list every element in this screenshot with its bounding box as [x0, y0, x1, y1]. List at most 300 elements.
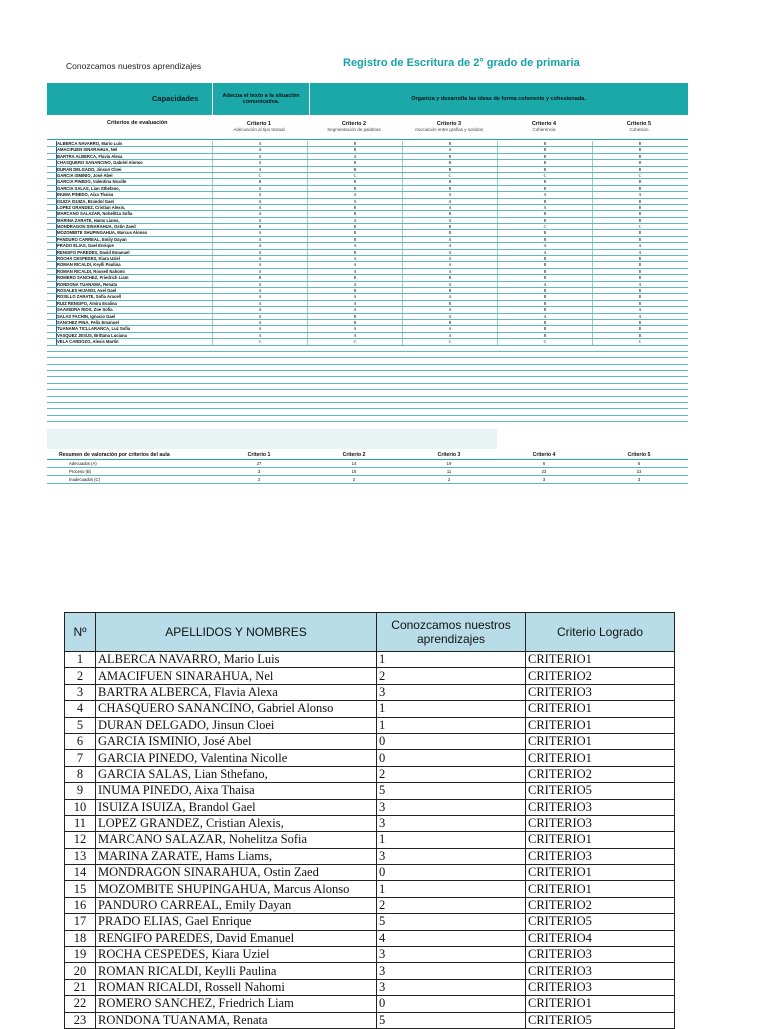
summary-value: 19 [446, 461, 452, 466]
student-name: RENGIFO PAREDES, David Emanuel [96, 930, 377, 946]
grade-cell: A [307, 282, 402, 287]
row-number: 12 [65, 832, 96, 848]
table-row [65, 881, 675, 897]
grade-cell: B [307, 224, 402, 229]
grade-cell: A [212, 147, 307, 152]
student-name: MOZOMBITE SHUPINGAHUA, Marcus Alonso [96, 881, 377, 897]
capacities-label: Capacidades [152, 94, 199, 103]
grade-cell: B [307, 147, 402, 152]
row-number: 5 [65, 717, 96, 733]
summary-header: Criterio 2 [342, 452, 366, 458]
grade-cell: C [212, 339, 307, 344]
grade-cell: A [402, 326, 497, 331]
student-name: MARINA ZARATE, Hams Liams, [56, 218, 213, 223]
grade-cell: B [497, 147, 592, 152]
grade-cell: B [402, 186, 497, 191]
student-name: GARCIA SALAS, Lian Sthefano, [96, 766, 377, 782]
summary-value: 2 [257, 477, 261, 482]
sheet-caption: Conozcamos nuestros aprendizajes [66, 61, 202, 71]
criterion-cell: CRITERIO3 [526, 815, 675, 831]
grade-cell: C [497, 173, 592, 178]
criterion-header: Criterio Logrado [526, 613, 675, 652]
grade-cell: A [307, 243, 402, 248]
grade-cell: A [402, 294, 497, 299]
student-name: CHASQUERO SANANCINO, Gabriel Alonso [56, 160, 213, 165]
score-cell: 5 [377, 914, 526, 930]
grade-cell: B [402, 301, 497, 306]
summary-value: 3 [637, 477, 641, 482]
grade-cell: B [402, 320, 497, 325]
score-cell: 0 [377, 996, 526, 1012]
grade-cell: B [592, 301, 687, 306]
grade-cell: B [402, 154, 497, 159]
grade-cell: A [307, 301, 402, 306]
grade-cell: A [592, 250, 687, 255]
grade-cell: A [402, 314, 497, 319]
row-number: 2 [65, 668, 96, 684]
summary-title: Resumen de valoración por criterios del aula [59, 452, 170, 458]
table-row [65, 848, 675, 864]
grade-cell: A [307, 326, 402, 331]
grade-cell: B [592, 154, 687, 159]
summary-header: Criterio 5 [627, 452, 651, 458]
summary-value: 6 [542, 461, 546, 466]
grade-cell: A [212, 333, 307, 338]
grade-cell: A [212, 301, 307, 306]
student-name: PANDURO CARREAL, Emily Dayan [96, 897, 377, 913]
student-name: SANCHEZ PINA, Felix Emanuel [56, 320, 213, 325]
grade-cell: A [307, 256, 402, 261]
grade-cell: B [592, 275, 687, 280]
grade-cell: B [402, 179, 497, 184]
student-name: SAAVEDRA RIOS, Zoe Sofia [56, 307, 213, 312]
score-cell: 1 [377, 717, 526, 733]
row-number: 9 [65, 783, 96, 799]
grade-cell: B [592, 294, 687, 299]
table-row [65, 979, 675, 995]
student-name: DURAN DELGADO, Jinsun Cloei [56, 167, 213, 172]
student-name: VASQUEZ JESUS, Brittana Luciana [56, 333, 213, 338]
student-name: GARCIA PINEDO, Valentina Nicolle [96, 750, 377, 766]
row-number: 16 [65, 897, 96, 913]
score-cell: 3 [377, 684, 526, 700]
grade-cell: B [307, 320, 402, 325]
grade-cell: A [212, 167, 307, 172]
score-cell: 3 [377, 963, 526, 979]
student-name: VELA CARDOZO, Alexis Martin [56, 339, 213, 344]
criterion-title: Criterio 1 [246, 121, 272, 127]
criterion-cell: CRITERIO5 [526, 914, 675, 930]
grade-cell: B [592, 288, 687, 293]
grade-cell: A [402, 250, 497, 255]
row-number: 8 [65, 766, 96, 782]
score-cell: 3 [377, 947, 526, 963]
grade-cell: B [212, 179, 307, 184]
grade-cell: B [307, 167, 402, 172]
grade-cell: B [307, 205, 402, 210]
criterion-desc: Segmentación de palabras [327, 127, 381, 132]
summary-value: 27 [256, 461, 262, 466]
grade-cell: B [592, 141, 687, 146]
grade-cell: A [402, 282, 497, 287]
criterion-title: Criterio 4 [531, 121, 557, 127]
grade-cell: A [497, 243, 592, 248]
table-row [65, 652, 675, 668]
student-name: LOPEZ GRANDEZ, Cristian Alexis, [56, 205, 213, 210]
table-row [65, 914, 675, 930]
row-number: 11 [65, 815, 96, 831]
grade-cell: A [212, 154, 307, 159]
grade-cell: A [402, 237, 497, 242]
grade-cell: B [592, 160, 687, 165]
grade-cell: A [402, 269, 497, 274]
grade-cell: A [402, 199, 497, 204]
score-cell: 2 [377, 897, 526, 913]
grade-cell: B [497, 333, 592, 338]
register-row [47, 416, 688, 422]
grade-cell: C [592, 339, 687, 344]
grade-cell: A [212, 288, 307, 293]
grade-cell: A [402, 243, 497, 248]
summary-row [47, 468, 688, 476]
table-row [65, 947, 675, 963]
criterion-cell: CRITERIO2 [526, 766, 675, 782]
criterion-cell: CRITERIO1 [526, 865, 675, 881]
grade-cell: B [592, 147, 687, 152]
criterion-column-1 [212, 121, 306, 132]
grade-cell: B [592, 218, 687, 223]
grade-cell: B [497, 199, 592, 204]
grade-cell: A [212, 243, 307, 248]
grade-cell: A [307, 218, 402, 223]
grade-cell: A [307, 192, 402, 197]
summary-value: 16 [351, 469, 357, 474]
student-name: PRADO ELIAS, Gael Enrique [56, 243, 213, 248]
student-name: MONDRAGON SINARAHUA, Ostin Zaed [56, 224, 213, 229]
student-name: MONDRAGON SINARAHUA, Ostin Zaed [96, 865, 377, 881]
criterion-cell: CRITERIO3 [526, 848, 675, 864]
criterion-cell: CRITERIO1 [526, 652, 675, 668]
criterion-cell: CRITERIO1 [526, 881, 675, 897]
summary-value: 2 [352, 477, 356, 482]
grade-cell: A [212, 205, 307, 210]
grade-cell: A [212, 237, 307, 242]
grade-cell: A [212, 211, 307, 216]
student-name: ROSALES HIJANSI, Axel Gael [56, 288, 213, 293]
grade-cell: A [212, 262, 307, 267]
criterion-title: Criterio 3 [436, 121, 462, 127]
grade-cell: B [307, 250, 402, 255]
student-name: PANDURO CARREAL, Emily Dayan [56, 237, 213, 242]
summary-value: 6 [637, 461, 641, 466]
grade-cell: B [497, 160, 592, 165]
grade-cell: B [592, 230, 687, 235]
row-number: 20 [65, 963, 96, 979]
grade-cell: A [592, 192, 687, 197]
grade-cell: C [592, 224, 687, 229]
score-cell: 3 [377, 979, 526, 995]
grade-cell: B [307, 179, 402, 184]
summary-label: Inadecuados (C) [69, 477, 100, 482]
criterion-cell: CRITERIO1 [526, 750, 675, 766]
grade-cell: B [592, 237, 687, 242]
grade-cell: B [497, 237, 592, 242]
grade-cell: A [592, 314, 687, 319]
criterion-cell: CRITERIO1 [526, 996, 675, 1012]
criterion-cell: CRITERIO2 [526, 668, 675, 684]
grade-cell: A [212, 326, 307, 331]
grade-cell: B [307, 141, 402, 146]
criterion-cell: CRITERIO1 [526, 701, 675, 717]
student-name: PRADO ELIAS, Gael Enrique [96, 914, 377, 930]
table-row [65, 832, 675, 848]
score-cell: 1 [377, 881, 526, 897]
student-name: RONDONA TUANAMA, Renata [56, 282, 213, 287]
grade-cell: B [402, 167, 497, 172]
table-row [65, 717, 675, 733]
student-name: ROMAN RICALDI, Keylli Paulina [96, 963, 377, 979]
table-row [65, 733, 675, 749]
summary-value: 23 [636, 469, 642, 474]
summary-value: 2 [447, 477, 451, 482]
grade-cell: B [402, 230, 497, 235]
grade-cell: B [497, 186, 592, 191]
row-number: 18 [65, 930, 96, 946]
criterion-column-4 [497, 121, 591, 132]
grade-cell: A [212, 314, 307, 319]
grade-cell: B [497, 307, 592, 312]
student-name: ISUIZA ISUIZA, Brandol Gael [56, 199, 213, 204]
score-cell: 0 [377, 733, 526, 749]
table-row [65, 750, 675, 766]
row-number: 6 [65, 733, 96, 749]
grade-cell: B [402, 224, 497, 229]
criterion-title: Criterio 5 [626, 121, 652, 127]
criterion-cell: CRITERIO2 [526, 897, 675, 913]
student-name: LOPEZ GRANDEZ, Cristian Alexis, [96, 815, 377, 831]
table-row [65, 1012, 675, 1028]
criterion-cell: CRITERIO3 [526, 947, 675, 963]
grade-cell: C [592, 173, 687, 178]
grade-cell: B [592, 211, 687, 216]
grade-cell: B [402, 160, 497, 165]
row-number: 15 [65, 881, 96, 897]
grade-cell: C [402, 339, 497, 344]
grade-cell: A [212, 160, 307, 165]
grade-cell: B [497, 269, 592, 274]
register-rows [47, 141, 688, 422]
student-name: BARTRA ALBERCA, Flavia Alexa [56, 154, 213, 159]
criterion-cell: CRITERIO3 [526, 799, 675, 815]
capacity-1: Adecúa el texto a la situación comunicativa. [212, 83, 310, 115]
grade-cell: A [497, 192, 592, 197]
grade-cell: C [212, 173, 307, 178]
score-cell: 1 [377, 652, 526, 668]
grade-cell: B [497, 256, 592, 261]
grade-cell: A [592, 307, 687, 312]
table-row [65, 963, 675, 979]
grade-cell: B [307, 160, 402, 165]
row-number: 7 [65, 750, 96, 766]
grade-cell: B [497, 262, 592, 267]
row-number: 14 [65, 865, 96, 881]
criterion-title: Criterio 2 [341, 121, 367, 127]
grade-cell: B [307, 275, 402, 280]
summary-value: 3 [257, 469, 261, 474]
grade-cell: A [307, 307, 402, 312]
student-name: INUMA PINEDO, Aixa Thaisa [56, 192, 213, 197]
grade-cell: A [212, 282, 307, 287]
criterion-desc: Asociación entre grafías y sonidos [414, 127, 484, 132]
student-name: BARTRA ALBERCA, Flavia Alexa [96, 684, 377, 700]
grade-cell: A [212, 199, 307, 204]
student-name: ISUIZA ISUIZA, Brandol Gael [96, 799, 377, 815]
criterion-column-2 [307, 121, 401, 132]
summary-band [47, 429, 497, 449]
grade-cell: B [592, 256, 687, 261]
student-name: MARINA ZARATE, Hams Liams, [96, 848, 377, 864]
grade-cell: A [402, 262, 497, 267]
table-row [65, 783, 675, 799]
student-name: ALBERCA NAVARRO, Mario Luis [56, 141, 213, 146]
table-row [65, 897, 675, 913]
student-name: MOZOMBITE SHUPINGAHUA, Marcus Alonso [56, 230, 213, 235]
score-cell: 0 [377, 750, 526, 766]
grade-cell: A [402, 205, 497, 210]
table-row [65, 799, 675, 815]
grade-cell: B [592, 186, 687, 191]
criterion-cell: CRITERIO1 [526, 832, 675, 848]
table-row [65, 668, 675, 684]
grade-cell: B [592, 269, 687, 274]
grade-cell: C [402, 173, 497, 178]
table-row [65, 766, 675, 782]
grade-cell: A [402, 307, 497, 312]
grade-cell: A [307, 199, 402, 204]
student-name: GARCIA ISMINIO, José Abel [96, 733, 377, 749]
grade-cell: B [497, 167, 592, 172]
row-number: 10 [65, 799, 96, 815]
grade-cell: B [307, 314, 402, 319]
student-name: TUANAMA TICLLARANCA, Luz Sofia [56, 326, 213, 331]
score-cell: 4 [377, 930, 526, 946]
summary-value: 3 [542, 477, 546, 482]
score-cell: 1 [377, 701, 526, 717]
grade-cell: B [592, 167, 687, 172]
student-name: ALBERCA NAVARRO, Mario Luis [96, 652, 377, 668]
grade-cell: B [402, 211, 497, 216]
grade-cell: A [497, 282, 592, 287]
grade-cell: A [402, 192, 497, 197]
summary-row [47, 476, 688, 484]
row-number: 4 [65, 701, 96, 717]
grade-cell: B [212, 224, 307, 229]
grade-cell: C [307, 173, 402, 178]
grade-cell: A [592, 243, 687, 248]
table-row [65, 684, 675, 700]
summary-row [47, 460, 688, 468]
grade-cell: A [307, 333, 402, 338]
student-name: RUIZ RENGIFO, Amira Evalina [56, 301, 213, 306]
grade-cell: B [497, 326, 592, 331]
grade-cell: A [592, 282, 687, 287]
grade-cell: B [497, 230, 592, 235]
row-number: 17 [65, 914, 96, 930]
grade-cell: A [402, 256, 497, 261]
student-name: RENGIFO PAREDES, David Emanuel [56, 250, 213, 255]
student-name: ROMERO SANCHEZ, Friedrich Liam [96, 996, 377, 1012]
summary-value: 14 [351, 461, 357, 466]
row-number: 22 [65, 996, 96, 1012]
criteria-label: Criterios de evaluación [107, 120, 168, 126]
grade-cell: B [307, 288, 402, 293]
grade-cell: A [497, 205, 592, 210]
achievement-table [64, 612, 675, 1029]
row-number: 3 [65, 684, 96, 700]
score-cell: 3 [377, 799, 526, 815]
criterion-cell: CRITERIO1 [526, 717, 675, 733]
grade-cell: B [497, 211, 592, 216]
summary-value: 23 [541, 469, 547, 474]
row-number: 21 [65, 979, 96, 995]
row-number: 23 [65, 1012, 96, 1028]
grade-cell: B [592, 320, 687, 325]
criterion-cell: CRITERIO3 [526, 979, 675, 995]
table-row [65, 815, 675, 831]
grade-cell: A [402, 147, 497, 152]
grade-cell: B [497, 179, 592, 184]
grade-cell: B [497, 301, 592, 306]
grade-cell: A [212, 307, 307, 312]
score-cell: 3 [377, 848, 526, 864]
grade-cell: A [212, 230, 307, 235]
summary-header-row [47, 452, 688, 460]
summary-header: Criterio 3 [437, 452, 461, 458]
grade-cell: A [497, 314, 592, 319]
table-row [65, 930, 675, 946]
student-name: AMACIFUEN SINARAHUA, Nel [96, 668, 377, 684]
capacity-2: Organiza y desarrolla las ideas de forma coherente y cohesionada. [411, 96, 586, 102]
criterion-desc: Cohesión [629, 127, 649, 132]
grade-cell: A [212, 141, 307, 146]
grade-cell: A [307, 262, 402, 267]
score-cell: 3 [377, 815, 526, 831]
grade-cell: A [402, 333, 497, 338]
grade-cell: B [592, 326, 687, 331]
student-name: ROCHA CESPEDES, Kiara Uziel [96, 947, 377, 963]
student-name: RONDONA TUANAMA, Renata [96, 1012, 377, 1028]
grade-cell: A [307, 154, 402, 159]
student-name: GARCIA SALAS, Lian Sthefano, [56, 186, 213, 191]
criterion-cell: CRITERIO4 [526, 930, 675, 946]
student-name: GARCIA ISMINIO, José Abel [56, 173, 213, 178]
grade-cell: B [592, 262, 687, 267]
student-name: DURAN DELGADO, Jinsun Cloei [96, 717, 377, 733]
row-number: 13 [65, 848, 96, 864]
score-cell: 5 [377, 783, 526, 799]
grade-cell: A [497, 250, 592, 255]
student-name: MARCANO SALAZAR, Nohelitza Sofia [56, 211, 213, 216]
num-header: Nº [65, 613, 96, 652]
grade-cell: C [497, 224, 592, 229]
grade-cell: A [212, 256, 307, 261]
grade-cell: A [212, 250, 307, 255]
summary-header: Criterio 1 [247, 452, 271, 458]
grade-cell: A [212, 294, 307, 299]
criterion-cell: CRITERIO5 [526, 1012, 675, 1028]
grade-cell: B [497, 154, 592, 159]
criterion-cell: CRITERIO3 [526, 684, 675, 700]
